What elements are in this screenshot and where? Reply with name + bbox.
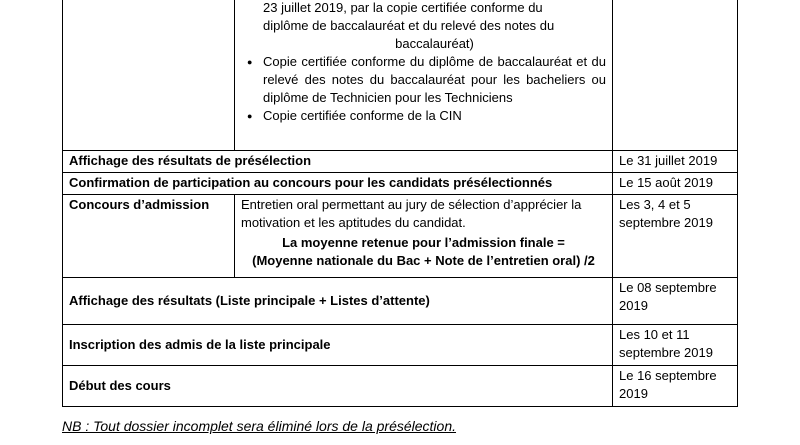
inscription-label: Inscription des admis de la liste principale: [63, 325, 613, 366]
concours-description-cell: [235, 195, 613, 278]
cell-empty-label: [63, 0, 235, 151]
table-row-inscription: [63, 325, 738, 366]
results-date: Le 08 septembre 2019: [613, 278, 738, 325]
prelim-date: Le 31 juillet 2019: [613, 151, 738, 173]
concours-description: Entretien oral permettant au jury de sélection d’apprécier la motivation et les aptitudes du candidat.: [241, 197, 582, 230]
formula-line-1: La moyenne retenue pour l’admission finale =: [282, 235, 565, 250]
table-row-confirm: [63, 173, 738, 195]
results-label: Affichage des résultats (Liste principale + Listes d’attente): [63, 278, 613, 325]
prelim-label: Affichage des résultats de présélection: [63, 151, 613, 173]
table-row-documents: [63, 0, 738, 151]
document-continuation-line: baccalauréat): [395, 36, 474, 51]
formula-line-2: (Moyenne nationale du Bac + Note de l’entretien oral) /2: [252, 253, 595, 268]
concours-date: Les 3, 4 et 5 septembre 2019: [613, 195, 738, 278]
document-continuation-line: 23 juillet 2019, par la copie certifiée conforme du: [263, 0, 543, 15]
schedule-table: [62, 0, 738, 407]
concours-label: Concours d’admission: [63, 195, 235, 278]
cell-empty-date: [613, 0, 738, 151]
document-bullet-item: ● Copie certifiée conforme du diplôme de baccalauréat et du relevé des notes du baccalauréat pour les bacheliers ou diplôme de Technicien pour les Techniciens: [263, 53, 606, 107]
debut-date: Le 16 septembre 2019: [613, 366, 738, 407]
admission-formula: [241, 234, 606, 270]
document-bullet-item: ● Copie certifiée conforme de la CIN: [263, 107, 606, 125]
table-row-results: [63, 278, 738, 325]
confirm-date: Le 15 août 2019: [613, 173, 738, 195]
incomplete-file-note: NB : Tout dossier incomplet sera éliminé lors de la présélection.: [62, 418, 457, 434]
table-row-concours: [63, 195, 738, 278]
table-row-prelim: [63, 151, 738, 173]
documents-list: [241, 0, 606, 125]
document-continuation-line: diplôme de baccalauréat et du relevé des notes du: [263, 18, 555, 33]
inscription-date: Les 10 et 11 septembre 2019: [613, 325, 738, 366]
table-row-debut: [63, 366, 738, 407]
cell-documents-list: [235, 0, 613, 151]
confirm-label: Confirmation de participation au concours pour les candidats présélectionnés: [63, 173, 613, 195]
debut-label: Début des cours: [63, 366, 613, 407]
